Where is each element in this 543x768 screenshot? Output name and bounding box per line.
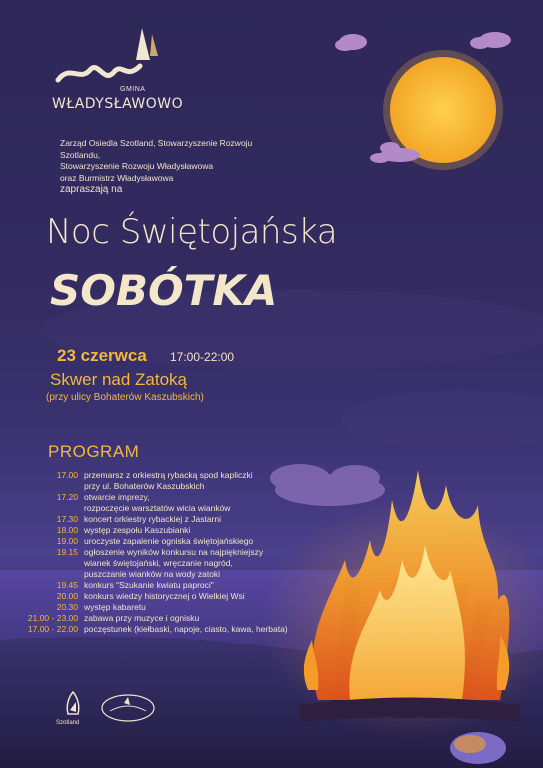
program-desc: otwarcie imprezy, <box>84 492 150 502</box>
program-row <box>0 591 300 602</box>
program-row <box>0 547 300 558</box>
program-time: 19.15 <box>56 547 78 557</box>
program-time: 17.00 - 22.00 <box>27 624 78 634</box>
szotland-logo-text: Szotland <box>56 720 80 726</box>
program-desc: konkurs "Szukanie kwiatu paproci" <box>84 580 214 590</box>
program-desc: ogłoszenie wyników konkursu na najpiękniejszy <box>84 547 264 557</box>
program-row <box>0 481 300 492</box>
program-desc: uroczyste zapalenie ogniska świętojańskiego <box>84 536 254 546</box>
program-time: 21.00 - 23.00 <box>27 613 78 623</box>
program-row <box>0 492 300 503</box>
program-row <box>0 525 300 536</box>
event-place-note: (przy ulicy Bohaterów Kaszubskich) <box>46 392 204 403</box>
program-time: 19.00 <box>56 536 78 546</box>
event-date: 23 czerwca <box>57 346 147 365</box>
program-row <box>0 569 300 580</box>
program-desc: występ zespołu Kaszubianki <box>84 525 191 535</box>
organizers-line: Stowarzyszenie Rozwoju Władysławowa <box>60 161 214 171</box>
program-time: 17.30 <box>56 514 78 524</box>
invite-text: zapraszają na <box>60 184 123 195</box>
organizers-line: Zarząd Osiedla Szotland, Stowarzyszenie Rozwoju Szotlandu, <box>60 138 253 160</box>
program-time: 18.00 <box>56 525 78 535</box>
program-row <box>0 602 300 613</box>
program-row <box>0 470 300 481</box>
program-row <box>0 580 300 591</box>
partner-logo-icon <box>100 693 156 723</box>
program-desc: przemarsz z orkiestrą rybacką spod kapliczki <box>84 470 253 480</box>
program-row <box>0 558 300 569</box>
program-desc: konkurs wiedzy historycznej o Wielkiej Wsi <box>84 591 245 601</box>
program-row <box>0 613 300 624</box>
szotland-logo-icon <box>58 690 88 724</box>
organizers-block <box>60 138 290 184</box>
program-desc: przy ul. Bohaterów Kaszubskich <box>84 481 205 491</box>
program-time: 20.30 <box>56 602 78 612</box>
program-heading: PROGRAM <box>48 442 140 461</box>
program-desc: zabawa przy muzyce i ognisku <box>84 613 200 623</box>
program-time: 17.20 <box>56 492 78 502</box>
program-desc: rozpoczęcie warsztatów wicia wianków <box>84 503 231 513</box>
logo-city-name: WŁADYSŁAWOWO <box>52 96 184 112</box>
program-time: 19.45 <box>56 580 78 590</box>
program-time: 17.00 <box>56 470 78 480</box>
logo-gmina-label: GMINA <box>120 86 146 93</box>
program-desc: puszczanie wianków na wody zatoki <box>84 569 221 579</box>
program-row <box>0 624 300 635</box>
program-desc: występ kabaretu <box>84 602 146 612</box>
program-list <box>0 470 300 635</box>
organizers-line: oraz Burmistrz Władysławowa <box>60 172 174 183</box>
event-subtitle: SOBÓTKA <box>50 266 278 315</box>
program-desc: koncert orkiestry rybackiej z Jastarni <box>84 514 221 524</box>
program-desc: poczęstunek (kiełbaski, napoje, ciasto, kawa, herbata) <box>84 624 288 634</box>
event-title: Noc Świętojańska <box>46 212 338 252</box>
program-desc: wianek świętojański, wręczanie nagród, <box>84 558 233 568</box>
event-time: 17:00-22:00 <box>170 350 235 364</box>
program-row <box>0 536 300 547</box>
program-row <box>0 503 300 514</box>
program-time: 20.00 <box>56 591 78 601</box>
program-row <box>0 514 300 525</box>
event-place: Skwer nad Zatoką <box>50 370 188 389</box>
